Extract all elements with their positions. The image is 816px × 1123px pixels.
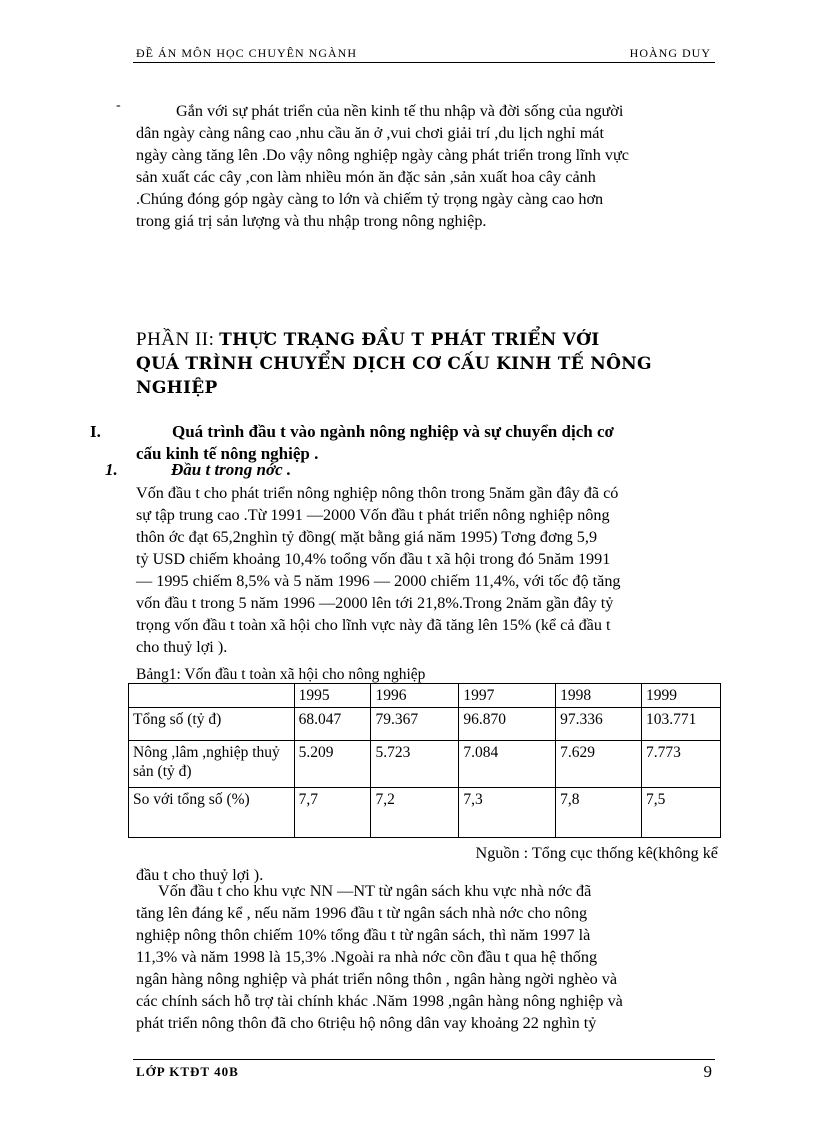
table-cell: 97.336 — [556, 708, 642, 741]
table-cell: 7.773 — [642, 741, 721, 788]
paragraph-line: ngày càng tăng lên .Do vậy nông nghiệp ngày càng phát triển trong lĩnh vực — [136, 146, 629, 164]
paragraph-line: nghiệp nông thôn chiếm 10% tổng đầu t từ ngân sách, thì năm 1997 là — [136, 926, 591, 944]
paragraph-line: Vốn đầu t cho phát triển nông nghiệp nông thôn trong 5năm gần đây đã có — [136, 484, 619, 502]
paragraph-line: phát triển nông thôn đã cho 6triệu hộ nông dân vay khoảng 22 nghìn tỷ — [136, 1014, 597, 1032]
paragraph-line: cho thuỷ lợi ). — [136, 638, 228, 656]
subsection-title: Đầu t trong nớc . — [171, 460, 292, 479]
table-row — [129, 708, 721, 741]
table-row — [129, 788, 721, 838]
paragraph-line: ngân hàng nông nghiệp và phát triển nông thôn , ngân hàng ngời nghèo và — [136, 970, 618, 988]
header-author: HOÀNG DUY — [629, 46, 711, 60]
table-header-row — [129, 684, 721, 708]
intro-paragraph — [136, 100, 718, 232]
table-year-cell: 1995 — [294, 684, 371, 708]
table-cell: 7.629 — [556, 741, 642, 788]
table-cell: 96.870 — [459, 708, 556, 741]
table-cell: 103.771 — [642, 708, 721, 741]
table-cell: 7,3 — [459, 788, 556, 838]
table-cell: 5.209 — [294, 741, 371, 788]
closing-paragraph — [136, 880, 718, 1034]
footer-rule — [133, 1059, 715, 1060]
paragraph-line: các chính sách hỗ trợ tài chính khác .Năm 1998 ,ngân hàng nông nghiệp và — [136, 992, 623, 1010]
footer-class-label: LỚP KTĐT 40B — [136, 1064, 239, 1079]
table-row-label: Nông ,lâm ,nghiệp thuỷ sản (tỷ đ) — [129, 741, 295, 788]
header-rule — [133, 62, 715, 63]
table-row-label: So với tổng số (%) — [129, 788, 295, 838]
table-row-label: Tổng số (tỷ đ) — [129, 708, 295, 741]
part-title-line-2: QUÁ TRÌNH CHUYỂN DỊCH CƠ CẤU KINH TẾ NÔNG — [136, 354, 652, 374]
table-cell: 7,8 — [556, 788, 642, 838]
table-cell: 7.084 — [459, 741, 556, 788]
bullet-marker: - — [116, 98, 121, 113]
source-line-1: Nguồn : Tổng cục thống kê(không kể — [475, 844, 718, 862]
page-number: 9 — [703, 1064, 712, 1081]
part-label: PHẦN II: — [136, 329, 215, 350]
paragraph-line: .Chúng đóng góp ngày càng to lớn và chiếm tỷ trọng ngày càng cao hơn — [136, 190, 604, 208]
paragraph-line: tỷ USD chiếm khoảng 10,4% toổng vốn đầu t xã hội trong đó 5năm 1991 — [136, 550, 611, 568]
part-title-line-3: NGHIỆP — [136, 378, 218, 398]
table-cell: 5.723 — [371, 741, 459, 788]
part-heading — [136, 328, 722, 400]
paragraph-line: tăng lên đáng kể , nếu năm 1996 đầu t từ ngân sách nhà nớc cho nông — [136, 904, 588, 922]
paragraph-line: 11,3% và năm 1998 là 15,3% .Ngoài ra nhà nớc cồn đầu t qua hệ thống — [136, 948, 598, 966]
table-cell: 68.047 — [294, 708, 371, 741]
investment-table — [128, 683, 721, 838]
paragraph-line: sản xuất các cây ,con làm nhiều món ăn đặc sản ,sản xuất hoa cây cảnh — [136, 168, 596, 186]
table-cell: 79.367 — [371, 708, 459, 741]
table-year-cell: 1996 — [371, 684, 459, 708]
header-course-title: ĐỀ ÁN MÔN HỌC CHUYÊN NGÀNH — [136, 46, 357, 60]
paragraph-line: trong giá trị sản lượng và thu nhập trong nông nghiệp. — [136, 212, 487, 230]
body-paragraph — [136, 482, 718, 658]
subsection-number: 1. — [105, 460, 118, 479]
table-year-cell: 1997 — [459, 684, 556, 708]
page-header — [136, 46, 711, 62]
table-caption: Bảng1: Vốn đầu t toàn xã hội cho nông nghiệp — [136, 666, 426, 683]
paragraph-line: vốn đầu t trong 5 năm 1996 —2000 lên tới 21,8%.Trong 2năm gần đây tỷ — [136, 594, 614, 612]
table-corner-cell — [129, 684, 295, 708]
page-footer — [136, 1064, 718, 1084]
paragraph-line: dân ngày càng nâng cao ,nhu cầu ăn ở ,vui chơi giải trí ,du lịch nghỉ mát — [136, 124, 604, 142]
part-title-line-1: THỰC TRẠNG ĐẦU T PHÁT TRIỂN VỚI — [219, 330, 600, 350]
table-cell: 7,2 — [371, 788, 459, 838]
source-line-2: đầu t cho thuỷ lợi ). — [136, 866, 264, 884]
section-title-line-1: Quá trình đầu t vào ngành nông nghiệp và sự chuyển dịch cơ — [172, 422, 614, 441]
paragraph-line: sự tập trung cao .Từ 1991 —2000 Vốn đầu t phát triển nông nghiệp nông — [136, 506, 610, 524]
table-row — [129, 741, 721, 788]
table-year-cell: 1999 — [642, 684, 721, 708]
section-title-line-2: cấu kinh tế nông nghiệp . — [136, 444, 319, 463]
paragraph-line: trọng vốn đầu t toàn xã hội cho lĩnh vực này đã tăng lên 15% (kể cả đầu t — [136, 616, 611, 634]
paragraph-line: — 1995 chiếm 8,5% và 5 năm 1996 — 2000 chiếm 11,4%, với tốc độ tăng — [136, 572, 621, 590]
table-cell: 7,7 — [294, 788, 371, 838]
paragraph-line: Vốn đầu t cho khu vực NN —NT từ ngân sách khu vực nhà nớc đã — [158, 882, 592, 900]
section-number: I. — [90, 422, 101, 441]
paragraph-line: thôn ớc đạt 65,2nghìn tỷ đồng( mặt bằng giá năm 1995) Tơng đơng 5,9 — [136, 528, 598, 546]
table-year-cell: 1998 — [556, 684, 642, 708]
table-cell: 7,5 — [642, 788, 721, 838]
paragraph-line: Gắn với sự phát triển của nền kinh tế thu nhập và đời sống của người — [176, 102, 624, 120]
